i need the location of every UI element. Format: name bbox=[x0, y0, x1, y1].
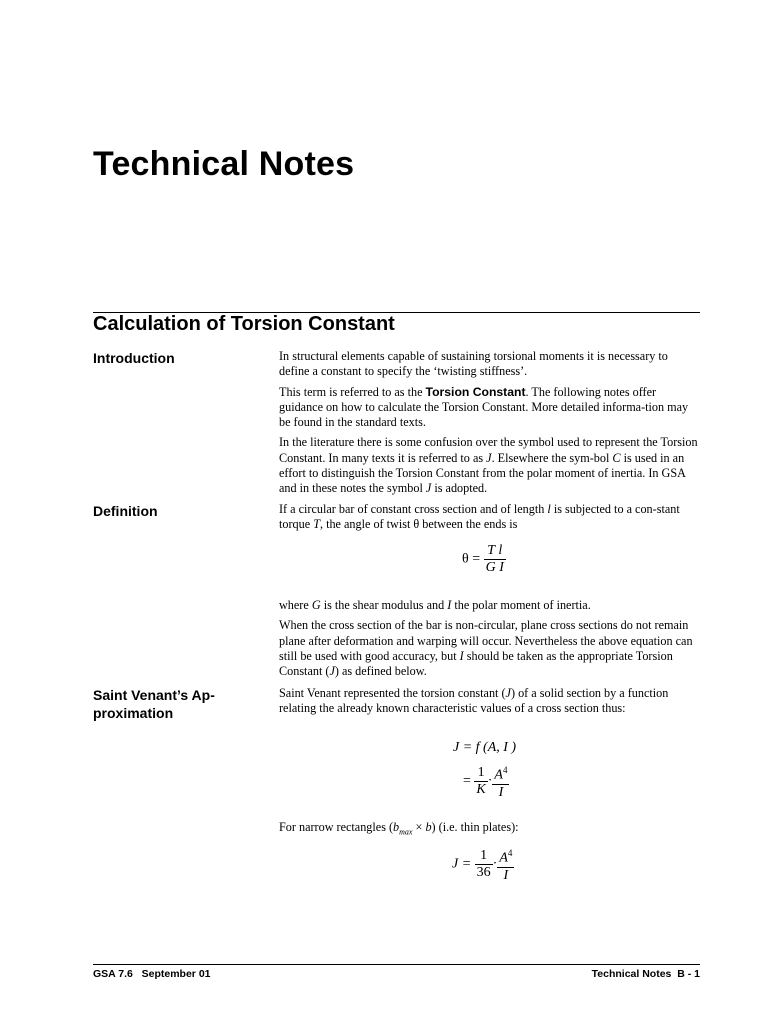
definition-paragraph-1: If a circular bar of constant cross section and of length l is subjected to a con-stant torque T, the angle of twist θ between the ends is bbox=[279, 502, 680, 532]
saint-venant-equation-2: = $\frac{1}{K}$ · $\frac{A^4}{I}$ bbox=[463, 762, 509, 801]
saint-venant-equation-1: J = f (A, I ) bbox=[453, 740, 517, 755]
definition-intro bbox=[279, 502, 701, 533]
introduction-paragraph-2: This term is referred to as the Torsion Constant. The following notes offer guidance on how to calculate the Torsion Constant. More detailed informa-tion may be found in the standard texts. bbox=[279, 384, 689, 430]
sidebar-heading-saint-venant: Saint Venant’s Ap- proximation bbox=[93, 687, 215, 721]
thin-plate-equation: J = $\frac{1}{36}$ · $\frac{A^4}{I}$ bbox=[452, 845, 514, 884]
saint-venant-paragraph-1: Saint Venant represented the torsion constant (J) of a solid section by a function relating the already known characteristic values of a cross section thus: bbox=[279, 686, 669, 716]
narrow-rectangles-text bbox=[279, 820, 701, 840]
introduction-paragraph-3: In the literature there is some confusion over the symbol used to represent the Torsion Constant. In many texts it is referred to as J. Elsewhere the sym-bol C is used in an effort to distinguish the Torsion Constant from the polar moment of inertia. In GSA and in these notes the symbol J is adopted. bbox=[279, 435, 698, 496]
definition-body bbox=[279, 598, 701, 679]
sidebar-heading-introduction: Introduction bbox=[93, 350, 175, 366]
section-title: Calculation of Torsion Constant bbox=[93, 313, 395, 335]
footer-right: Technical Notes B - 1 bbox=[591, 968, 700, 980]
twist-angle-equation: θ = $\frac{\text{T l}}{\text{G I}}$ bbox=[462, 543, 504, 575]
saint-venant-body bbox=[279, 686, 701, 717]
definition-paragraph-3: When the cross section of the bar is non-circular, plane cross sections do not remain plane after deformation and warping will occur. Nevertheless the above equation can still be used with good accuracy, but I should be taken as the appropriate Torsion Constant (J) as defined below. bbox=[279, 618, 693, 679]
footer-left: GSA 7.6 September 01 bbox=[93, 968, 211, 980]
introduction-body bbox=[279, 349, 701, 497]
page-title: Technical Notes bbox=[93, 145, 355, 183]
introduction-paragraph-1: In structural elements capable of sustaining torsional moments it is necessary to define a constant to specify the ‘twisting stiffness’. bbox=[279, 349, 668, 379]
footer-divider bbox=[93, 964, 700, 965]
definition-paragraph-2: where G is the shear modulus and I the polar moment of inertia. bbox=[279, 598, 591, 612]
saint-venant-paragraph-2: For narrow rectangles $(b_{max} \times b)$ (i.e. thin plates): bbox=[279, 820, 519, 837]
sidebar-heading-definition: Definition bbox=[93, 503, 158, 519]
torsion-constant-term: Torsion Constant bbox=[425, 384, 526, 399]
